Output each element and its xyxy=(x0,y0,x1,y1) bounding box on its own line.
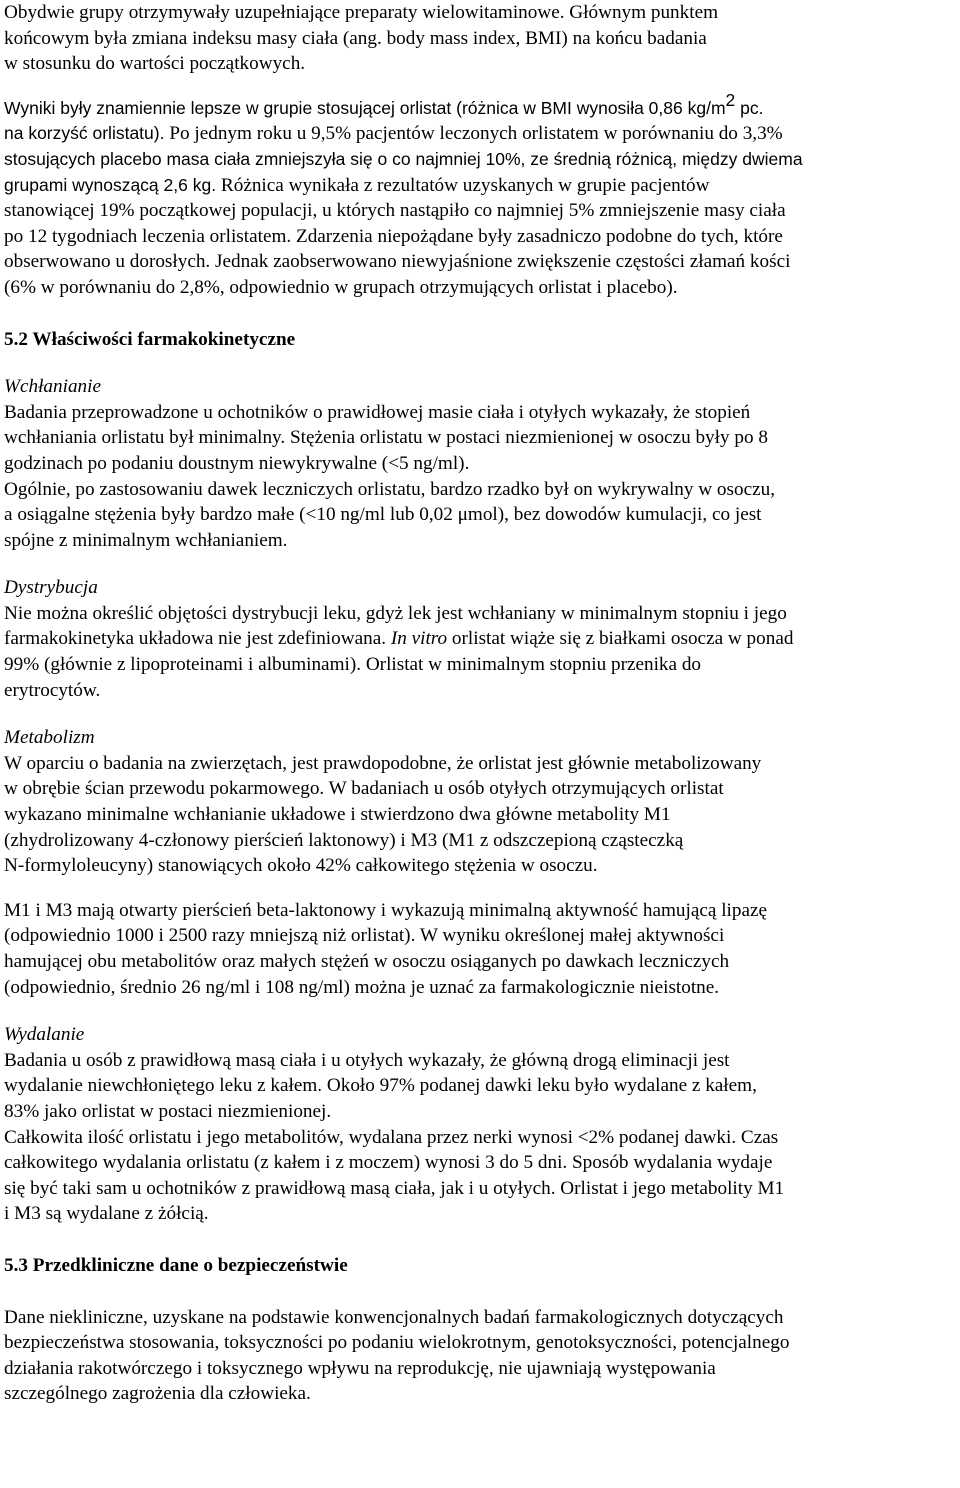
subsection-distribution xyxy=(4,575,956,703)
text-line: stanowiącej 19% początkowej populacji, u których nastąpiło co najmniej 5% zmniejszenie masy ciała xyxy=(4,200,786,222)
text-line: a osiągalne stężenia były bardzo małe (<10 ng/ml lub 0,02 μmol), bez dowodów kumulacji, co jest xyxy=(4,504,762,526)
paragraph-preclinical xyxy=(4,1305,956,1407)
text-line: Badania przeprowadzone u ochotników o prawidłowej masie ciała i otyłych wykazały, że stopień xyxy=(4,401,751,423)
text-line: stosujących placebo masa ciała zmniejszyła się o co najmniej 10%, ze średnią różnicą, między dwiema xyxy=(4,148,803,169)
text-line: 99% (głównie z lipoproteinami i albuminami). Orlistat w minimalnym stopniu przenika do xyxy=(4,654,702,676)
text-line: spójne z minimalnym wchłanianiem. xyxy=(4,529,288,551)
text-line: i M3 są wydalane z żółcią. xyxy=(4,1203,209,1225)
paragraph-intro xyxy=(4,0,956,77)
text-line: M1 i M3 mają otwarty pierścień beta-laktonowy i wykazują minimalną aktywność hamującą lipazę xyxy=(4,899,767,921)
text-line: działania rakotwórczego i toksycznego wpływu na reprodukcję, nie ujawniają występowania xyxy=(4,1357,716,1379)
text-line: Wyniki były znamiennie lepsze w grupie stosującej orlistat (różnica w BMI wynosiła 0,86 $kg/m^2$ pc. xyxy=(4,89,764,118)
text-line: (odpowiednio 1000 i 2500 razy mniejszą niż orlistat). W wyniku określonej małej aktywności xyxy=(4,925,725,947)
text-line: końcowym była zmiana indeksu masy ciała (ang. body mass index, BMI) na końcu badania xyxy=(4,27,707,49)
text-line: Nie można określić objętości dystrybucji leku, gdyż lek jest wchłaniany w minimalnym stopniu i jego xyxy=(4,602,787,624)
text-line: po 12 tygodniach leczenia orlistatem. Zdarzenia niepożądane były zasadniczo podobne do tych, które xyxy=(4,225,783,247)
section-heading-5-3: 5.3 Przedkliniczne dane o bezpieczeństwie xyxy=(4,1254,348,1276)
text-line: (zhydrolizowany 4-członowy pierścień laktonowy) i M3 (M1 z odszczepioną cząsteczką xyxy=(4,829,684,851)
text-line: erytrocytów. xyxy=(4,679,101,701)
section-heading-5-2: 5.2 Właściwości farmakokinetyczne xyxy=(4,328,296,350)
subsection-elimination xyxy=(4,1022,956,1227)
text-line: całkowitego wydalania orlistatu (z kałem i z moczem) wynosi 3 do 5 dni. Sposób wydalania wydaje xyxy=(4,1152,773,1174)
text-line: wchłaniania orlistatu był minimalny. Stężenia orlistatu w postaci niezmienionej w osoczu były po 8 xyxy=(4,427,768,449)
text-line: farmakokinetyka układowa nie jest zdefiniowana. In vitro orlistat wiąże się z białkami osocza w ponad xyxy=(4,628,794,650)
text-line: grupami wynoszącą 2,6 kg. Różnica wynikała z rezultatów uzyskanych w grupie pacjentów xyxy=(4,174,710,196)
text-line: hamującej obu metabolitów oraz małych stężeń w osoczu osiąganych po dawkach leczniczych xyxy=(4,951,730,972)
text-line: godzinach po podaniu doustnym niewykrywalne (<5 ng/ml). xyxy=(4,452,470,474)
document-page xyxy=(4,0,956,1407)
subsection-heading: Metabolizm xyxy=(4,727,95,749)
text-line: Ogólnie, po zastosowaniu dawek leczniczych orlistatu, bardzo rzadko był on wykrywalny w osoczu, xyxy=(4,478,776,500)
text-line: Całkowita ilość orlistatu i jego metabolitów, wydalana przez nerki wynosi <2% podanej dawki. Czas xyxy=(4,1126,779,1148)
text-line: wykazano minimalne wchłanianie układowe i stwierdzono dwa główne metabolity M1 xyxy=(4,804,671,826)
text-line: szczególnego zagrożenia dla człowieka. xyxy=(4,1383,311,1405)
subsection-metabolism xyxy=(4,725,956,1000)
text-line: (6% w porównaniu do 2,8%, odpowiednio w grupach otrzymujących orlistat i placebo). xyxy=(4,276,678,298)
text-line: bezpieczeństwa stosowania, toksyczności po podaniu wielokrotnym, genotoksyczności, potencjalnego xyxy=(4,1332,790,1354)
text-line: 83% jako orlistat w postaci niezmienionej. xyxy=(4,1100,332,1122)
subsection-heading: Dystrybucja xyxy=(4,577,98,599)
subsection-heading: Wydalanie xyxy=(4,1024,85,1046)
text-line: (odpowiednio, średnio 26 ng/ml i 108 ng/ml) można je uznać za farmakologicznie nieistotne. xyxy=(4,976,720,998)
text-line: na korzyść orlistatu). Po jednym roku u 9,5% pacjentów leczonych orlistatem w porównaniu do 3,3% xyxy=(4,123,783,145)
text-line: wydalanie niewchłoniętego leku z kałem. Około 97% podanej dawki leku było wydalane z kałem, xyxy=(4,1075,757,1097)
subsection-absorption xyxy=(4,374,956,553)
text-line: w stosunku do wartości początkowych. xyxy=(4,53,306,75)
text-line: obserwowano u dorosłych. Jednak zaobserwowano niewyjaśnione zwiększenie częstości złamań kości xyxy=(4,251,791,273)
text-line: Dane niekliniczne, uzyskane na podstawie konwencjonalnych badań farmakologicznych dotyczących xyxy=(4,1306,784,1328)
text-line: się być taki sam u ochotników z prawidłową masą ciała, jak i u otyłych. Orlistat i jego metabolity M1 xyxy=(4,1177,785,1199)
paragraph-results xyxy=(4,89,956,301)
text-line: Badania u osób z prawidłową masą ciała i u otyłych wykazały, że główną drogą eliminacji jest xyxy=(4,1049,730,1071)
text-line: W oparciu o badania na zwierzętach, jest prawdopodobne, że orlistat jest głównie metabolizowany xyxy=(4,752,762,774)
text-line: Obydwie grupy otrzymywały uzupełniające preparaty wielowitaminowe. Głównym punktem xyxy=(4,2,719,23)
text-line: w obrębie ścian przewodu pokarmowego. W badaniach u osób otyłych otrzymujących orlistat xyxy=(4,778,724,800)
text-line: N-formyloleucyny) stanowiących około 42% całkowitego stężenia w osoczu. xyxy=(4,855,598,877)
subsection-heading: Wchłanianie xyxy=(4,376,101,398)
